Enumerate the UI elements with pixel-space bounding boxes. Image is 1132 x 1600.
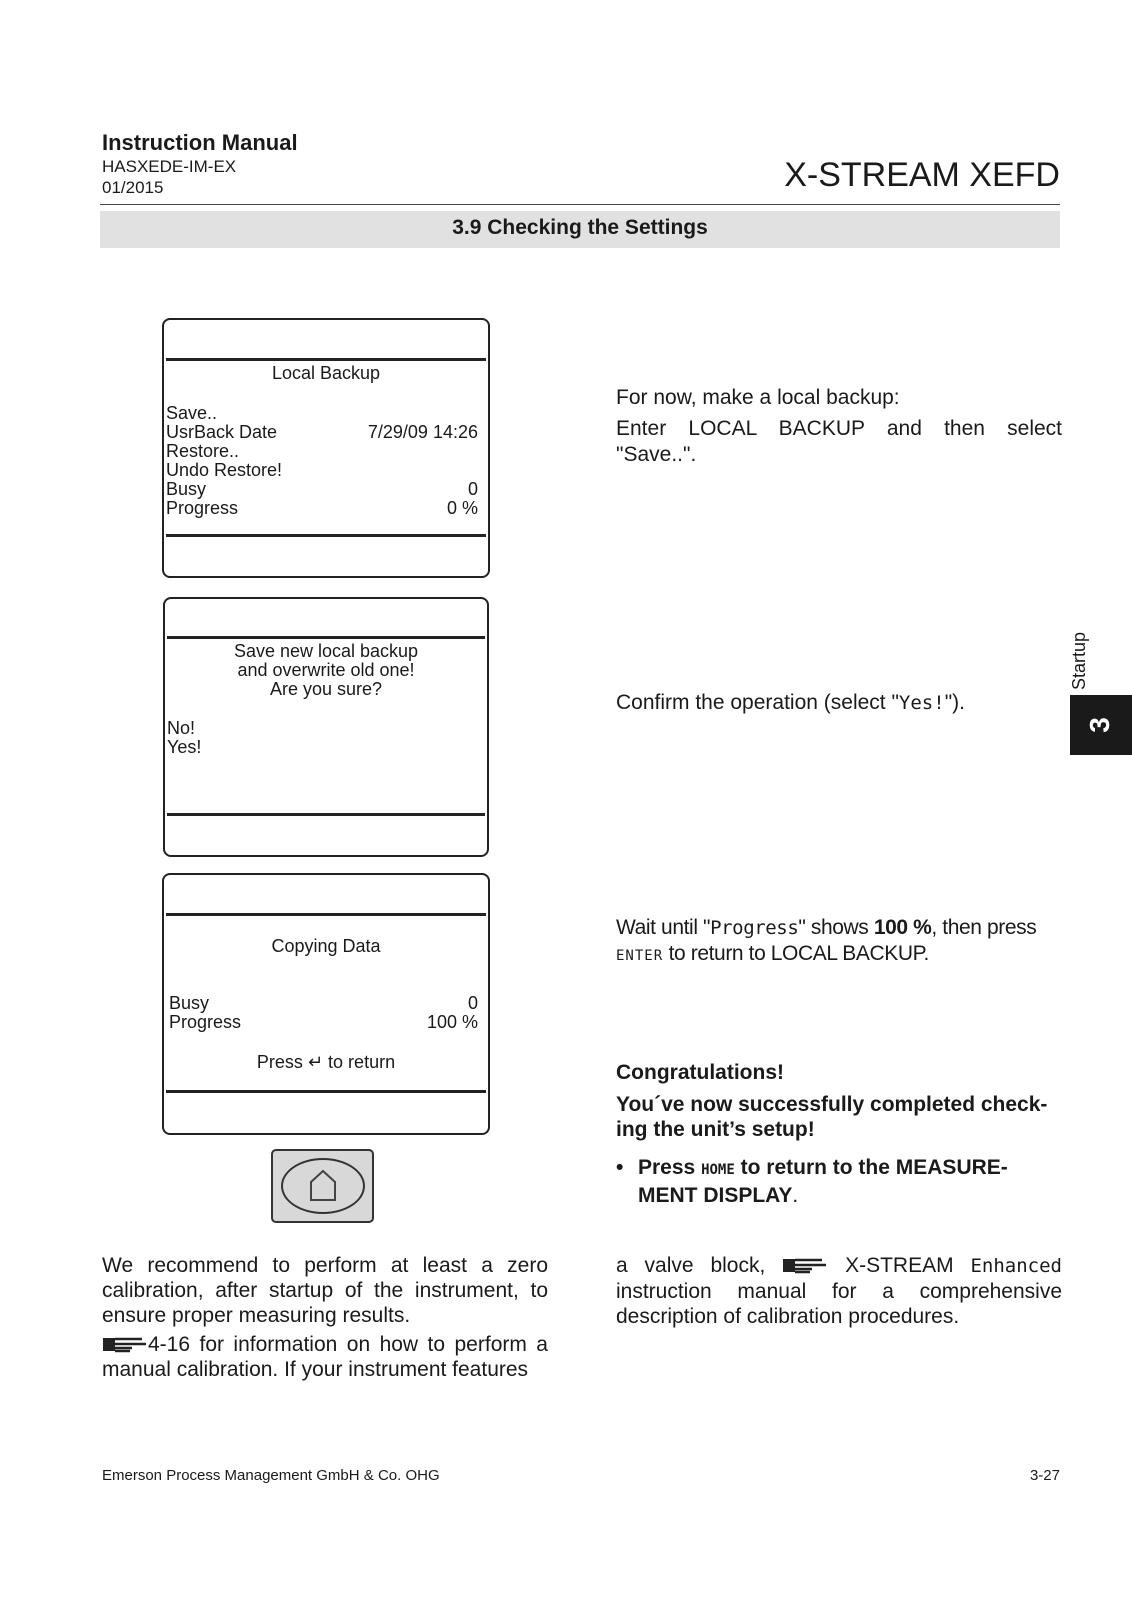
menu-item-undo-restore[interactable]: [166, 461, 478, 480]
copying-data-screen: [162, 873, 490, 1135]
congrats-bullet: [616, 1155, 1062, 1208]
home-button-face: [281, 1158, 365, 1214]
option-label: Yes!: [167, 737, 202, 757]
step-text: Wait until ": [616, 916, 711, 939]
congrats-line: ing the unit’s setup!: [616, 1118, 815, 1141]
step-text: , then press: [931, 916, 1037, 939]
calibration-reference: [102, 1332, 548, 1382]
pointing-hand-icon: [782, 1256, 828, 1274]
home-button[interactable]: [271, 1149, 374, 1223]
enter-icon: ↵: [307, 1052, 324, 1073]
screen-divider: [167, 636, 485, 639]
return-hint: [164, 1053, 488, 1072]
status-value: 0: [467, 993, 478, 1013]
step-wait-progress: [616, 915, 1062, 969]
return-hint-press: Press: [256, 1052, 303, 1072]
step-text: " shows: [798, 916, 874, 939]
calibration-recommendation: We recommend to perform at least a zero calibration, after startup of the instrument, to ensure proper measuring results.: [102, 1254, 548, 1327]
step-text: to return to LOCAL BACKUP.: [663, 942, 929, 965]
dialog-message-line: and overwrite old one!: [237, 660, 415, 680]
step-code: Yes!: [898, 692, 945, 714]
menu-item-label: Restore..: [166, 441, 240, 461]
document-date: 01/2015: [102, 178, 164, 197]
bullet-part: to return to the MEASURE-: [734, 1156, 1008, 1179]
bullet-text: [638, 1155, 1062, 1208]
reference-text: a valve block,: [616, 1254, 783, 1277]
menu-item-save[interactable]: [166, 404, 478, 423]
chapter-label-text: Startup: [1069, 631, 1089, 690]
status-progress: [169, 1013, 478, 1032]
step-local-backup: [616, 416, 1062, 468]
step-text: Enter LOCAL BACKUP and then select: [616, 417, 1062, 440]
pointing-hand-icon: [102, 1335, 148, 1353]
bullet-part: MENT DISPLAY: [638, 1184, 793, 1207]
screen-title: Local Backup: [271, 363, 381, 383]
menu-item-restore[interactable]: [166, 442, 478, 461]
step-emphasis: 100 %: [873, 916, 932, 939]
status-label: Busy: [169, 993, 210, 1013]
document-number: HASXEDE-IM-EX: [102, 157, 237, 176]
screen-divider: [166, 1090, 486, 1093]
home-key-label: HOME: [701, 1162, 735, 1178]
screen-divider: [166, 534, 486, 537]
menu-item-label: UsrBack Date: [166, 422, 278, 442]
menu-item-value: 7/29/09 14:26: [367, 422, 478, 442]
status-busy: [169, 994, 478, 1013]
return-hint-text: to return: [328, 1052, 396, 1072]
step-code: "Save..".: [616, 443, 697, 466]
dialog-message-line: Save new local backup: [233, 641, 419, 661]
status-value: 0: [467, 479, 478, 499]
chapter-number: 3: [1084, 717, 1115, 733]
option-no[interactable]: [167, 719, 477, 738]
status-progress: [166, 499, 478, 518]
reference-code: Enhanced: [970, 1255, 1062, 1277]
menu-item-usrback-date[interactable]: [166, 423, 478, 442]
confirm-dialog-screen: [163, 597, 489, 857]
chapter-tab: [1070, 695, 1132, 755]
congrats-message: [616, 1092, 1062, 1142]
status-label: Progress: [169, 1012, 242, 1032]
bullet-part: Press: [638, 1156, 702, 1179]
congrats-heading: Congratulations!: [616, 1061, 784, 1084]
product-name: X-STREAM XEFD: [784, 156, 1060, 194]
status-busy: [166, 480, 478, 499]
bullet-part: .: [792, 1184, 799, 1207]
local-backup-screen: [162, 318, 490, 578]
status-value: 100 %: [426, 1012, 478, 1032]
option-yes[interactable]: [167, 738, 477, 757]
step-text: ").: [944, 691, 965, 714]
page-number: 3-27: [1029, 1467, 1060, 1484]
step-text: Confirm the operation (select ": [616, 691, 899, 714]
step-code: Progress: [710, 917, 799, 939]
dialog-message-line: Are you sure?: [269, 679, 383, 699]
reference-text: instruction manual for a comprehensive description of calibration procedures.: [616, 1280, 1062, 1328]
screen-divider: [166, 913, 486, 916]
bullet-dot: •: [616, 1156, 624, 1179]
home-icon: [283, 1160, 363, 1212]
reference-text: X-STREAM: [828, 1254, 971, 1277]
section-title: 3.9 Checking the Settings: [452, 216, 708, 239]
footer-company: Emerson Process Management GmbH & Co. OHG: [102, 1467, 440, 1484]
status-label: Busy: [166, 479, 207, 499]
reference-text: 4-16 for information on how to perform a manual calibration. If your instrument features: [102, 1333, 548, 1381]
screen-divider: [167, 813, 485, 816]
menu-item-label: Undo Restore!: [166, 460, 283, 480]
calibration-manual-reference: [616, 1253, 1062, 1329]
enter-key-label: ENTER: [616, 948, 664, 964]
congrats-line: You´ve now successfully completed check-: [616, 1093, 1048, 1116]
menu-item-label: Save..: [166, 403, 218, 423]
manual-title: Instruction Manual: [102, 130, 298, 155]
status-label: Progress: [166, 498, 239, 518]
screen-title: Copying Data: [271, 936, 381, 956]
header-rule: [100, 204, 1060, 205]
status-value: 0 %: [446, 498, 478, 518]
step-confirm: [616, 690, 1062, 716]
step-local-backup-intro: For now, make a local backup:: [616, 386, 900, 409]
option-label: No!: [167, 718, 196, 738]
screen-divider: [166, 358, 486, 361]
